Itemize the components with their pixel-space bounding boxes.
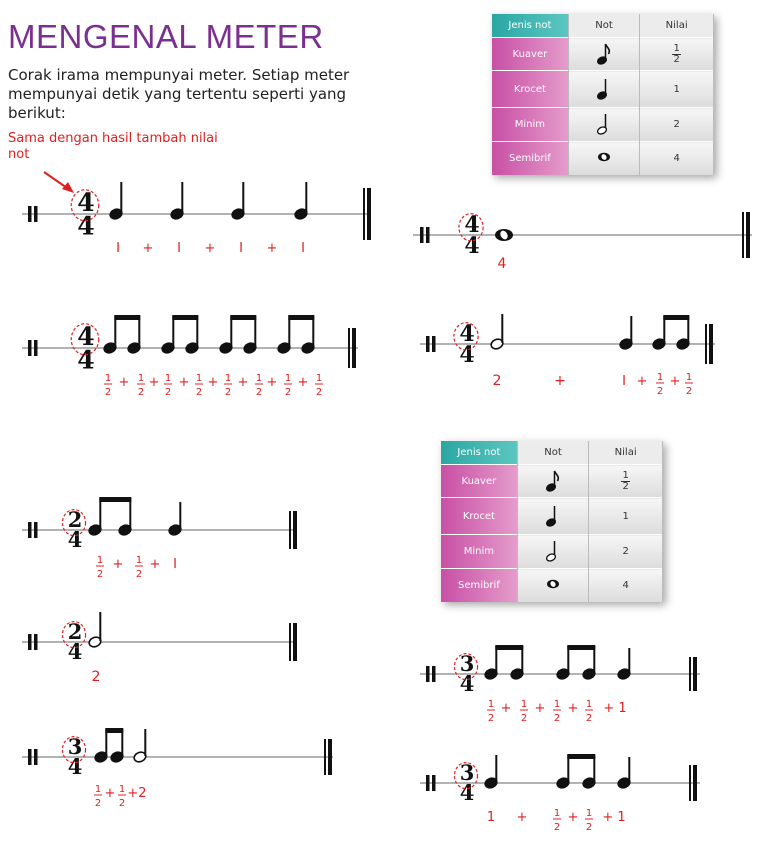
end-barline [352, 328, 356, 368]
callout-arrow-head [62, 182, 74, 193]
count-label: 2 [91, 669, 101, 685]
fraction-numerator: 1 [164, 373, 172, 384]
fraction-numerator: 1 [622, 469, 629, 481]
time-signature-bottom: 4 [77, 345, 95, 375]
count-label: + [669, 374, 681, 389]
count-label: + [297, 375, 309, 390]
count-label: + 1 [602, 810, 626, 825]
fraction-numerator: 1 [284, 373, 292, 384]
count-label: + [142, 241, 154, 256]
fraction-numerator: 1 [553, 808, 561, 819]
end-barline [742, 212, 744, 258]
note-value: 1 [589, 498, 663, 535]
end-barline [289, 511, 291, 549]
end-barline [705, 324, 707, 364]
note-type: Krocet [441, 498, 517, 535]
note-value: 2 [640, 108, 714, 142]
end-barline [689, 657, 691, 691]
start-bar [28, 206, 32, 222]
time-signature-top: 4 [459, 321, 475, 347]
fraction-denominator: 2 [224, 387, 232, 398]
note-beam [230, 315, 256, 320]
table-header: Not [568, 14, 640, 38]
count-label: + [554, 373, 566, 389]
fraction-numerator: 1 [195, 373, 203, 384]
count-label: + [567, 701, 579, 716]
callout-text: Sama dengan hasil tambah nilai not [8, 131, 218, 162]
time-signature-bottom: 4 [464, 233, 480, 260]
count-label: + [149, 557, 161, 572]
note-beam [567, 754, 595, 759]
end-barline [693, 765, 697, 801]
fraction-numerator: 1 [255, 373, 263, 384]
note-beam [105, 728, 123, 733]
start-bar [34, 340, 38, 356]
time-signature-bottom: 4 [459, 671, 475, 697]
fraction-denominator: 2 [94, 798, 102, 809]
fraction-denominator: 2 [195, 387, 203, 398]
fraction-denominator: 2 [118, 798, 126, 809]
note-type: Semibrif [492, 142, 568, 175]
note-beam [495, 645, 523, 650]
count-label: + [104, 786, 116, 801]
end-barline [367, 188, 371, 240]
note-value: 1 [640, 71, 714, 108]
time-signature-bottom: 4 [67, 639, 83, 665]
time-signature-bottom: 4 [67, 754, 83, 780]
end-barline [324, 739, 326, 775]
end-barline [689, 765, 691, 801]
start-bar [426, 227, 430, 243]
fraction-numerator: 1 [585, 808, 593, 819]
start-bar [28, 340, 32, 356]
fraction-numerator: 1 [315, 373, 323, 384]
fraction-denominator: 2 [585, 713, 593, 724]
fraction-denominator: 2 [487, 713, 495, 724]
end-barline [363, 188, 365, 240]
start-bar [426, 666, 430, 682]
fraction-numerator: 1 [104, 373, 112, 384]
count-label: + [500, 701, 512, 716]
table-header: Nilai [640, 14, 714, 38]
note-beam [172, 315, 198, 320]
count-label: + [266, 375, 278, 390]
fraction-numerator: 1 [656, 372, 664, 383]
start-bar [432, 775, 436, 791]
fraction-numerator: 1 [673, 42, 680, 54]
fraction-numerator: 1 [685, 372, 693, 383]
fraction-numerator: 1 [553, 699, 561, 710]
fraction-numerator: 1 [135, 555, 143, 566]
fraction-numerator: 1 [487, 699, 495, 710]
note-value: 4 [589, 569, 663, 602]
fraction-denominator: 2 [104, 387, 112, 398]
note-type: Krocet [492, 71, 568, 108]
count-label: + [148, 375, 160, 390]
end-barline [328, 739, 332, 775]
start-bar [34, 634, 38, 650]
end-barline [746, 212, 750, 258]
time-signature-top: 3 [459, 760, 475, 785]
fraction-denominator: 2 [137, 387, 145, 398]
count-label: + 1 [603, 701, 627, 716]
page-title: MENGENAL METER [8, 18, 324, 55]
count-label: + [207, 375, 219, 390]
fraction-numerator: 1 [137, 373, 145, 384]
note-beam [288, 315, 314, 320]
count-label: 1 [486, 810, 496, 825]
fraction-denominator: 2 [255, 387, 263, 398]
count-label: I [177, 241, 181, 256]
count-label: + [516, 810, 528, 825]
fraction-numerator: 1 [520, 699, 528, 710]
note-type: Minim [492, 108, 568, 142]
count-label: + [178, 375, 190, 390]
fraction-denominator: 2 [553, 713, 561, 724]
end-barline [293, 623, 297, 661]
time-signature-bottom: 4 [77, 211, 95, 241]
start-bar [432, 336, 436, 352]
note-beam [567, 645, 595, 650]
time-signature-top: 4 [77, 322, 95, 351]
start-bar [420, 227, 424, 243]
fraction-denominator: 2 [164, 387, 172, 398]
fraction-denominator: 2 [673, 53, 680, 65]
start-bar [426, 775, 430, 791]
fraction-denominator: 2 [656, 386, 664, 397]
time-signature-bottom: 4 [67, 527, 83, 553]
count-label: I [622, 374, 626, 389]
count-label: + [204, 241, 216, 256]
end-barline [289, 623, 291, 661]
time-signature-top: 3 [67, 734, 83, 759]
note-type: Semibrif [441, 569, 517, 602]
fraction-numerator: 1 [94, 784, 102, 795]
note-beam [99, 497, 131, 502]
time-signature-bottom: 4 [459, 342, 475, 369]
count-label: 2 [492, 373, 502, 389]
start-bar [34, 749, 38, 765]
count-label: 4 [497, 256, 507, 272]
time-signature-top: 2 [67, 619, 83, 644]
fraction-denominator: 2 [315, 387, 323, 398]
table-header: Jenis not [492, 14, 568, 38]
count-label: + [266, 241, 278, 256]
note-type: Minim [441, 535, 517, 569]
count-label: I [301, 241, 305, 256]
fraction-denominator: 2 [622, 480, 629, 492]
fraction-denominator: 2 [585, 822, 593, 833]
intro-text: Corak irama mempunyai meter. Setiap meter mempunyai detik yang tertentu seperti yang berikut: [8, 66, 350, 122]
count-label: I [173, 557, 177, 572]
note-type: Kuaver [441, 465, 517, 498]
fraction-denominator: 2 [284, 387, 292, 398]
start-bar [34, 522, 38, 538]
start-bar [432, 666, 436, 682]
time-signature-top: 4 [464, 212, 480, 238]
time-signature-bottom: 4 [459, 780, 475, 806]
time-signature-top: 4 [77, 188, 95, 217]
table-header: Not [517, 441, 589, 465]
fraction-numerator: 1 [96, 555, 104, 566]
start-bar [426, 336, 430, 352]
start-bar [28, 522, 32, 538]
fraction-denominator: 2 [135, 569, 143, 580]
note-beam [114, 315, 140, 320]
start-bar [28, 634, 32, 650]
start-bar [28, 749, 32, 765]
count-label: + [237, 375, 249, 390]
count-label: I [116, 241, 120, 256]
count-label: + [118, 375, 130, 390]
count-label: + [636, 374, 648, 389]
note-beam [663, 315, 689, 320]
fraction-denominator: 2 [553, 822, 561, 833]
fraction-numerator: 1 [118, 784, 126, 795]
time-signature-top: 3 [459, 651, 475, 676]
fraction-denominator: 2 [520, 713, 528, 724]
count-label: +2 [127, 786, 147, 801]
end-barline [709, 324, 713, 364]
count-label: + [567, 810, 579, 825]
fraction-denominator: 2 [685, 386, 693, 397]
fraction-numerator: 1 [224, 373, 232, 384]
note-type: Kuaver [492, 38, 568, 71]
note-value: 2 [589, 535, 663, 569]
end-barline [293, 511, 297, 549]
note-value: 4 [640, 142, 714, 175]
time-signature-top: 2 [67, 507, 83, 532]
end-barline [348, 328, 350, 368]
table-header: Nilai [589, 441, 663, 465]
start-bar [34, 206, 38, 222]
table-header: Jenis not [441, 441, 517, 465]
count-label: + [534, 701, 546, 716]
fraction-denominator: 2 [96, 569, 104, 580]
count-label: I [239, 241, 243, 256]
fraction-numerator: 1 [585, 699, 593, 710]
count-label: + [112, 557, 124, 572]
end-barline [693, 657, 697, 691]
